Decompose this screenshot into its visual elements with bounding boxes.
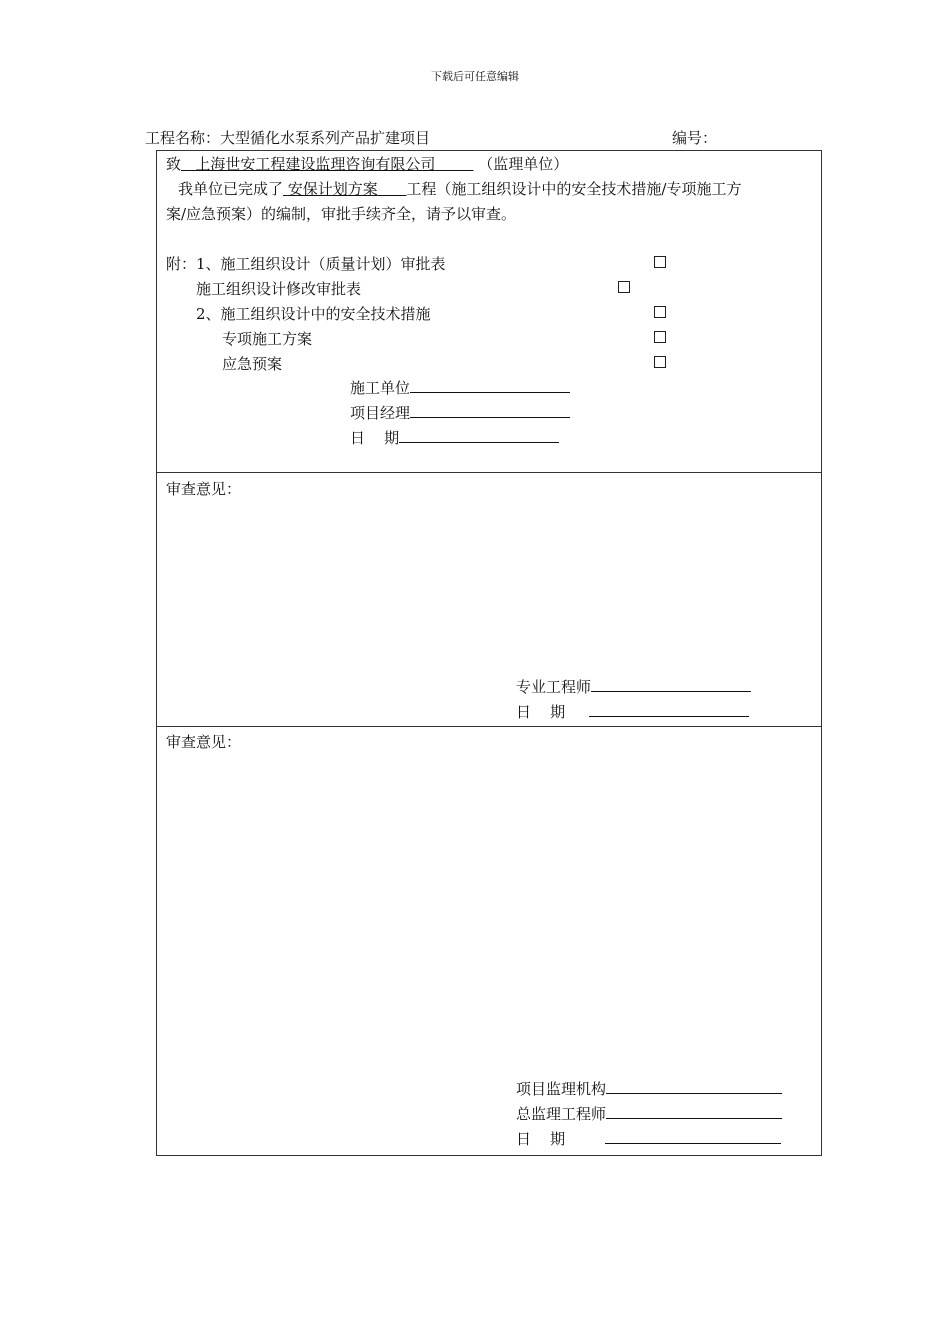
- construction-unit-blank[interactable]: [410, 378, 570, 393]
- checkbox-emergency-plan[interactable]: [654, 356, 666, 368]
- engineer-label: 专业工程师: [516, 678, 592, 696]
- date-label-1: 日 期: [350, 429, 400, 447]
- serial-number-label: 编号：: [672, 129, 718, 147]
- date-blank-1[interactable]: [399, 428, 559, 443]
- checkbox-quality-plan[interactable]: [654, 256, 666, 268]
- plan-name: 安保计划方案: [287, 180, 378, 198]
- attachment-4: 专项施工方案: [222, 330, 313, 348]
- project-name: 工程名称：大型循化水泵系列产品扩建项目: [145, 129, 431, 147]
- chief-engineer-label: 总监理工程师: [516, 1105, 607, 1123]
- engineer-blank[interactable]: [591, 677, 751, 692]
- checkbox-special-plan[interactable]: [654, 331, 666, 343]
- date-field-3: [516, 1129, 781, 1149]
- form-table: [156, 150, 822, 1156]
- date-blank-3[interactable]: [605, 1129, 781, 1144]
- completion-line-2: 案/应急预案）的编制，审批手续齐全，请予以审查。: [166, 205, 517, 223]
- date-label-2: 日 期: [516, 703, 566, 721]
- section-divider-2: [156, 726, 822, 727]
- supervision-org-label: 项目监理机构: [516, 1080, 607, 1098]
- checkbox-design-revision[interactable]: [618, 281, 630, 293]
- project-manager-field: [350, 403, 570, 423]
- review-opinion-label-2: 审查意见：: [166, 733, 242, 751]
- date-field-2: [516, 702, 749, 722]
- header-note: 下载后可任意编辑: [431, 70, 519, 83]
- construction-unit-field: [350, 378, 570, 398]
- supervisor-suffix: （监理单位）: [478, 155, 569, 173]
- attachment-2: 施工组织设计修改审批表: [196, 280, 362, 298]
- attachment-1: 附：1、施工组织设计（质量计划）审批表: [166, 255, 446, 273]
- project-manager-label: 项目经理: [350, 404, 411, 422]
- engineer-field: [516, 677, 751, 697]
- date-blank-2[interactable]: [589, 702, 749, 717]
- checkbox-safety-measures[interactable]: [654, 306, 666, 318]
- attachment-3: 2、施工组织设计中的安全技术措施: [196, 305, 431, 323]
- section-divider-1: [156, 472, 822, 473]
- date-field-1: [350, 428, 559, 448]
- project-manager-blank[interactable]: [410, 403, 570, 418]
- construction-unit-label: 施工单位: [350, 379, 411, 397]
- review-opinion-label-1: 审查意见：: [166, 480, 242, 498]
- supervisor-company: 上海世安工程建设监理咨询有限公司: [195, 155, 436, 173]
- attachment-5: 应急预案: [222, 355, 283, 373]
- to-prefix: 致: [166, 155, 182, 173]
- supervision-org-blank[interactable]: [606, 1079, 782, 1094]
- chief-engineer-field: [516, 1104, 782, 1124]
- completion-line-1: 我单位已完成了 安保计划方案 工程（施工组织设计中的安全技术措施/专项施工方: [178, 180, 742, 198]
- date-label-3: 日 期: [516, 1130, 566, 1148]
- addressee-line: [166, 154, 568, 174]
- chief-engineer-blank[interactable]: [606, 1104, 782, 1119]
- supervision-org-field: [516, 1079, 782, 1099]
